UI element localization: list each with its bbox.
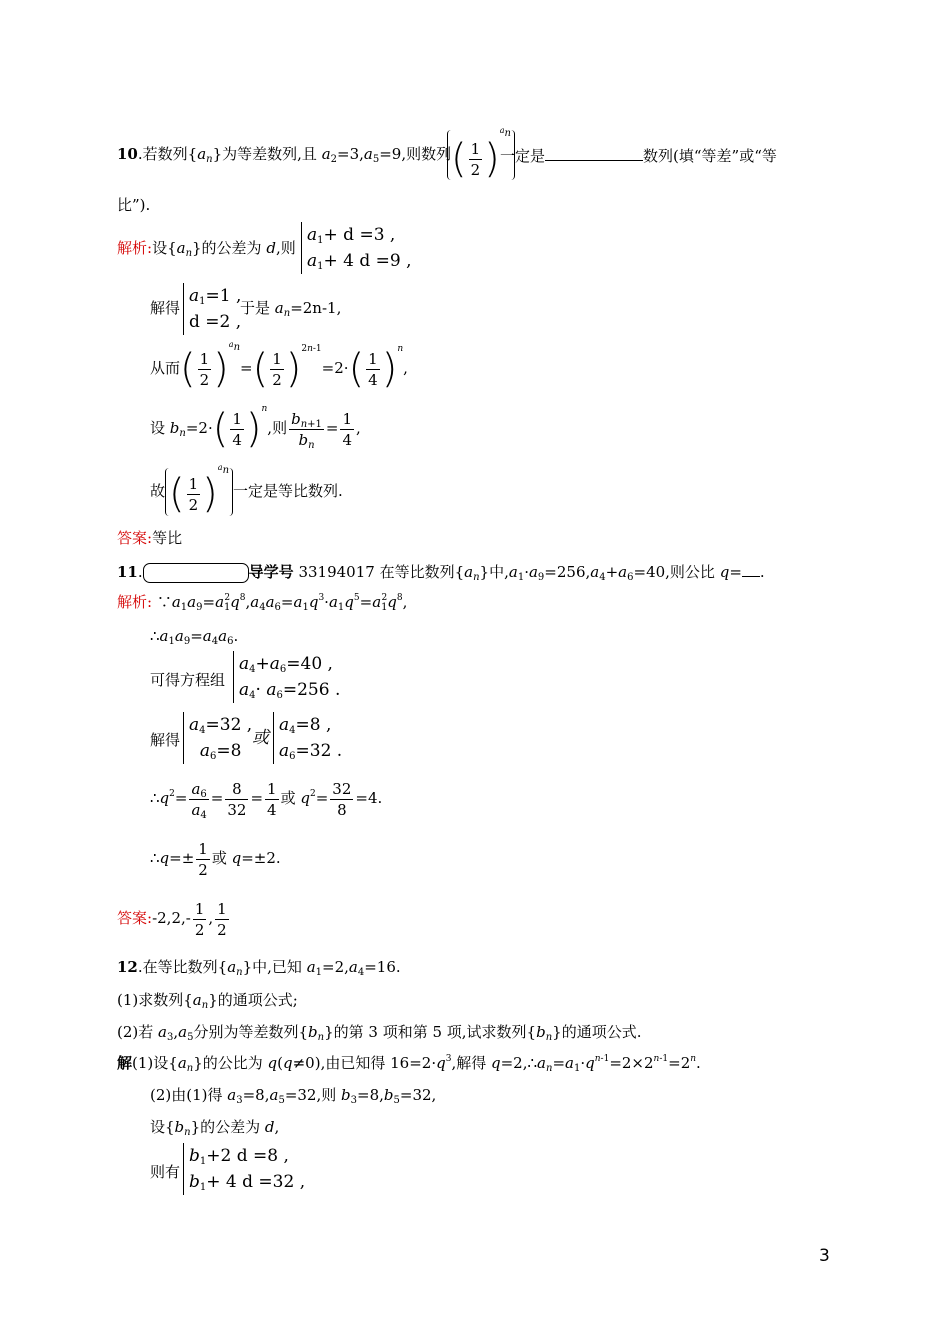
q11-solution-line6: ∴q=± $\frac{1}{2}$ 或 q=±2. <box>150 839 281 879</box>
q10-answer <box>117 528 182 548</box>
q10-l2: 解得 <box>150 299 181 317</box>
q12-s4: 则有 <box>150 1163 181 1181</box>
q12-stem-d: =16. <box>364 958 401 976</box>
q12-solution-line4 <box>150 1162 180 1182</box>
q10-solution-line5: 故 ( $\frac{1}{2}$ )$^{a_n}$一定是等比数列. <box>150 463 343 517</box>
q12-s1f: =2×2 <box>609 1054 654 1072</box>
q11-solution-line5: $\therefore q^2=$ $\frac{a_6}{a_4}$ = $\frac{8}{32}$ = $\frac{1}{4}$ 或 $q^2=$ $\frac{32}{8}$ =4. <box>150 779 383 821</box>
answer-blank[interactable] <box>545 144 643 161</box>
q10-number: 10 <box>117 145 138 163</box>
q11-l4: 解得 <box>150 731 181 749</box>
q10-stem: 10.若数列$\{a_n\}$为等差数列,且 $a_2=3,a_5=9$,则数列 <box>117 145 452 165</box>
q12-p1: (1)求数列{ <box>117 991 193 1009</box>
q11-stem-a: 在等比数列{ <box>379 563 465 581</box>
q10-stem-a: .若数列{ <box>137 145 198 163</box>
q12-p1b: }的通项公式; <box>208 991 298 1009</box>
q10-system1: $a_1+ d =3$ , $a_1+ 4$ d =9 , <box>298 222 412 274</box>
q11-stem: 11. 导学号 33194017 在等比数列$\{a_n\}$中$,a_1\cdot a_9=256,a_4+a_6=40$,则公比 q= . <box>117 560 765 583</box>
guide-badge <box>143 563 249 583</box>
q11-solution-line2: $\therefore a_1a_9=a_4a_6$. <box>150 627 239 647</box>
q10-l2-tail: 于是 $a_n=2n-1$, <box>240 299 342 319</box>
jiexi-label: 解析: <box>117 239 153 257</box>
page-number: 3 <box>819 1246 830 1266</box>
sys1-row2: + 4 d =9 , <box>323 251 412 271</box>
answer-label: 答案: <box>117 529 153 547</box>
q10-l5-tail: 一定是等比数列. <box>233 482 343 500</box>
q10-stem-e: 一定是 <box>500 147 546 165</box>
q12-s2: (2)由(1)得 <box>150 1086 228 1104</box>
q10-stem-tail <box>500 144 777 166</box>
sys1-row1: + d =3 , <box>323 225 396 245</box>
q11-or-text: 或 <box>252 728 269 748</box>
q12-s1e: =2,∴ <box>500 1054 538 1072</box>
q11-systemA: $a_4+a_6=40$ , $a_4\cdot a_6=256$ . <box>230 651 340 703</box>
q10-sequence-formula: ( $\frac{1}{2}$ )$^{a_n}$ <box>447 126 515 182</box>
q11-number: 11 <box>117 563 138 581</box>
answer-label-2: 答案: <box>117 909 153 927</box>
sysD-row2: + 4 d =32 , <box>206 1172 306 1192</box>
q10-solution-line1: 解析:设$\{a_n\}$的公差为 d,则 <box>117 239 296 259</box>
q12-part2: (2)若 $a_3,a_5$分别为等差数列$\{b_n\}$的第 3 项和第 5 项,试求数列$\{b_n\}$的通项公式. <box>117 1023 642 1043</box>
q10-solution-line3: 从而( $\frac{1}{2}$ )$^{a_n}$=( $\frac{1}{2}$ )$^{2n-1}$=2·( $\frac{1}{4}$ )$^n$, <box>150 340 408 392</box>
q10-system2: $a_1=1$ , d =2 , <box>180 283 241 335</box>
q11-systemB: $a_4=32$ , $a_6=8$ <box>180 712 252 764</box>
q12-p2c: }的第 3 项和第 5 项,试求数列{ <box>324 1023 537 1041</box>
q12-s2c: =32,则 <box>284 1086 342 1104</box>
q12-p2: (2)若 <box>117 1023 159 1041</box>
jiexi-label-2: 解析: <box>117 593 153 611</box>
sys2-row2: d =2 , <box>189 312 242 332</box>
q12-p2b: 分别为等差数列{ <box>193 1023 309 1041</box>
sysB-row2: =8 <box>216 741 242 761</box>
q11-answer: 答案:-2,2,- $\frac{1}{2}$ , $\frac{1}{2}$ <box>117 899 227 939</box>
q10-l4-mid: =2· <box>185 419 213 437</box>
q10-l1c: ,则 <box>275 239 296 257</box>
q10-l2-tail-a: 于是 <box>240 299 275 317</box>
sysC-row1: =8 , <box>295 715 332 735</box>
q10-l3: 从而 <box>150 359 181 377</box>
q11-or <box>252 728 269 748</box>
q12-s1b: }的公比为 <box>193 1054 268 1072</box>
q10-l4: 设 <box>150 419 170 437</box>
sysC-row2: =32 . <box>295 741 343 761</box>
q12-systemD: $b_1+2$ d =8 , $b_1+ 4$ d =32 , <box>180 1143 305 1195</box>
q11-solution-line1: 解析: $\because a_1a_9=a_1^2q^8,a_4a_6=a_1q^3\cdot a_1q^5=a_1^2q^8$, <box>117 593 408 613</box>
q12-stem: 12.在等比数列$\{a_n\}$中,已知 $a_1=2,a_4=16$. <box>117 958 401 978</box>
sys2-row1: =1 , <box>205 286 242 306</box>
q11-stem-c: =256, <box>544 563 591 581</box>
q10-stem-g: 比”). <box>117 196 151 214</box>
q12-s2d: =8, <box>357 1086 384 1104</box>
q12-s1: (1)设{ <box>132 1054 178 1072</box>
q10-l3-mid: =2· <box>321 359 349 377</box>
q12-s3: 设{ <box>150 1118 175 1136</box>
q12-s1g: =2 <box>668 1054 691 1072</box>
q11-solution-line4 <box>150 730 180 750</box>
q12-s2b: =8, <box>242 1086 270 1104</box>
sol-label: 解 <box>117 1054 133 1072</box>
answer-blank-2[interactable] <box>742 560 760 577</box>
q12-p2d: }的通项公式. <box>552 1023 642 1041</box>
q11-stem-e: = <box>729 563 742 581</box>
q12-number: 12 <box>117 958 138 976</box>
q10-l2-tail-b: =2n-1, <box>290 299 342 317</box>
q12-s1c: ,由已知得 16=2· <box>320 1054 437 1072</box>
q11-answer-prefix: -2,2,- <box>152 909 191 927</box>
q12-stem-c: =2, <box>322 958 349 976</box>
q10-l4-then: ,则 <box>267 419 288 437</box>
q11-systemC: $a_4=8$ , $a_6=32$ . <box>270 712 342 764</box>
q11-l3: 可得方程组 <box>150 671 226 689</box>
q12-s3b: }的公差为 <box>190 1118 265 1136</box>
q12-s2e: =32, <box>399 1086 437 1104</box>
q10-l1: 设{ <box>152 239 177 257</box>
q10-stem-b: }为等差数列,且 <box>212 145 322 163</box>
q12-stem-b: }中,已知 <box>242 958 307 976</box>
q12-solution-line3: 设$\{b_n\}$的公差为 d, <box>150 1118 280 1138</box>
q11-stem-d: =40,则公比 <box>633 563 720 581</box>
q12-s1d: ,解得 <box>451 1054 491 1072</box>
sysD-row1: +2 d =8 , <box>206 1146 289 1166</box>
sysA-row2: =256 . <box>282 680 341 700</box>
sysB-row1: =32 , <box>205 715 253 735</box>
q12-part1: (1)求数列$\{a_n\}$的通项公式; <box>117 991 298 1011</box>
q12-solution-line2: (2)由(1)得 $a_3=8,a_5=32$,则 $b_3=8,b_5=32$, <box>150 1086 437 1106</box>
q10-stem-d: =9,则数列 <box>379 145 452 163</box>
q10-l1b: }的公差为 <box>192 239 267 257</box>
q10-stem-c: =3, <box>337 145 364 163</box>
guide-label: 导学号 <box>248 563 294 581</box>
sysA-row1: =40 , <box>286 654 333 674</box>
guide-number: 33194017 <box>298 563 375 581</box>
q12-stem-a: .在等比数列{ <box>137 958 228 976</box>
q11-solution-line3 <box>150 670 225 690</box>
q10-solution-line2 <box>150 298 180 318</box>
q12-solution-line1: 解(1)设$\{a_n\}$的公比为 q(q≠0),由已知得 $16=2\cdot q^3$,解得 $q=2,\therefore a_n=a_1\cdot q^{n-1}=2\times 2^{n-1}=2^n$. <box>117 1054 701 1074</box>
q10-l5: 故 <box>150 482 166 500</box>
q10-solution-line4: 设 $b_n=2\cdot$( $\frac{1}{4}$ )$^n$,则 $\frac{b_{n+1}}{b_n}$ = $\frac{1}{4}$ , <box>150 404 361 452</box>
q10-stem-f: 数列(填“等差”或“等 <box>643 147 777 165</box>
q10-answer-value: 等比 <box>152 529 183 547</box>
q11-stem-b: }中, <box>479 563 509 581</box>
